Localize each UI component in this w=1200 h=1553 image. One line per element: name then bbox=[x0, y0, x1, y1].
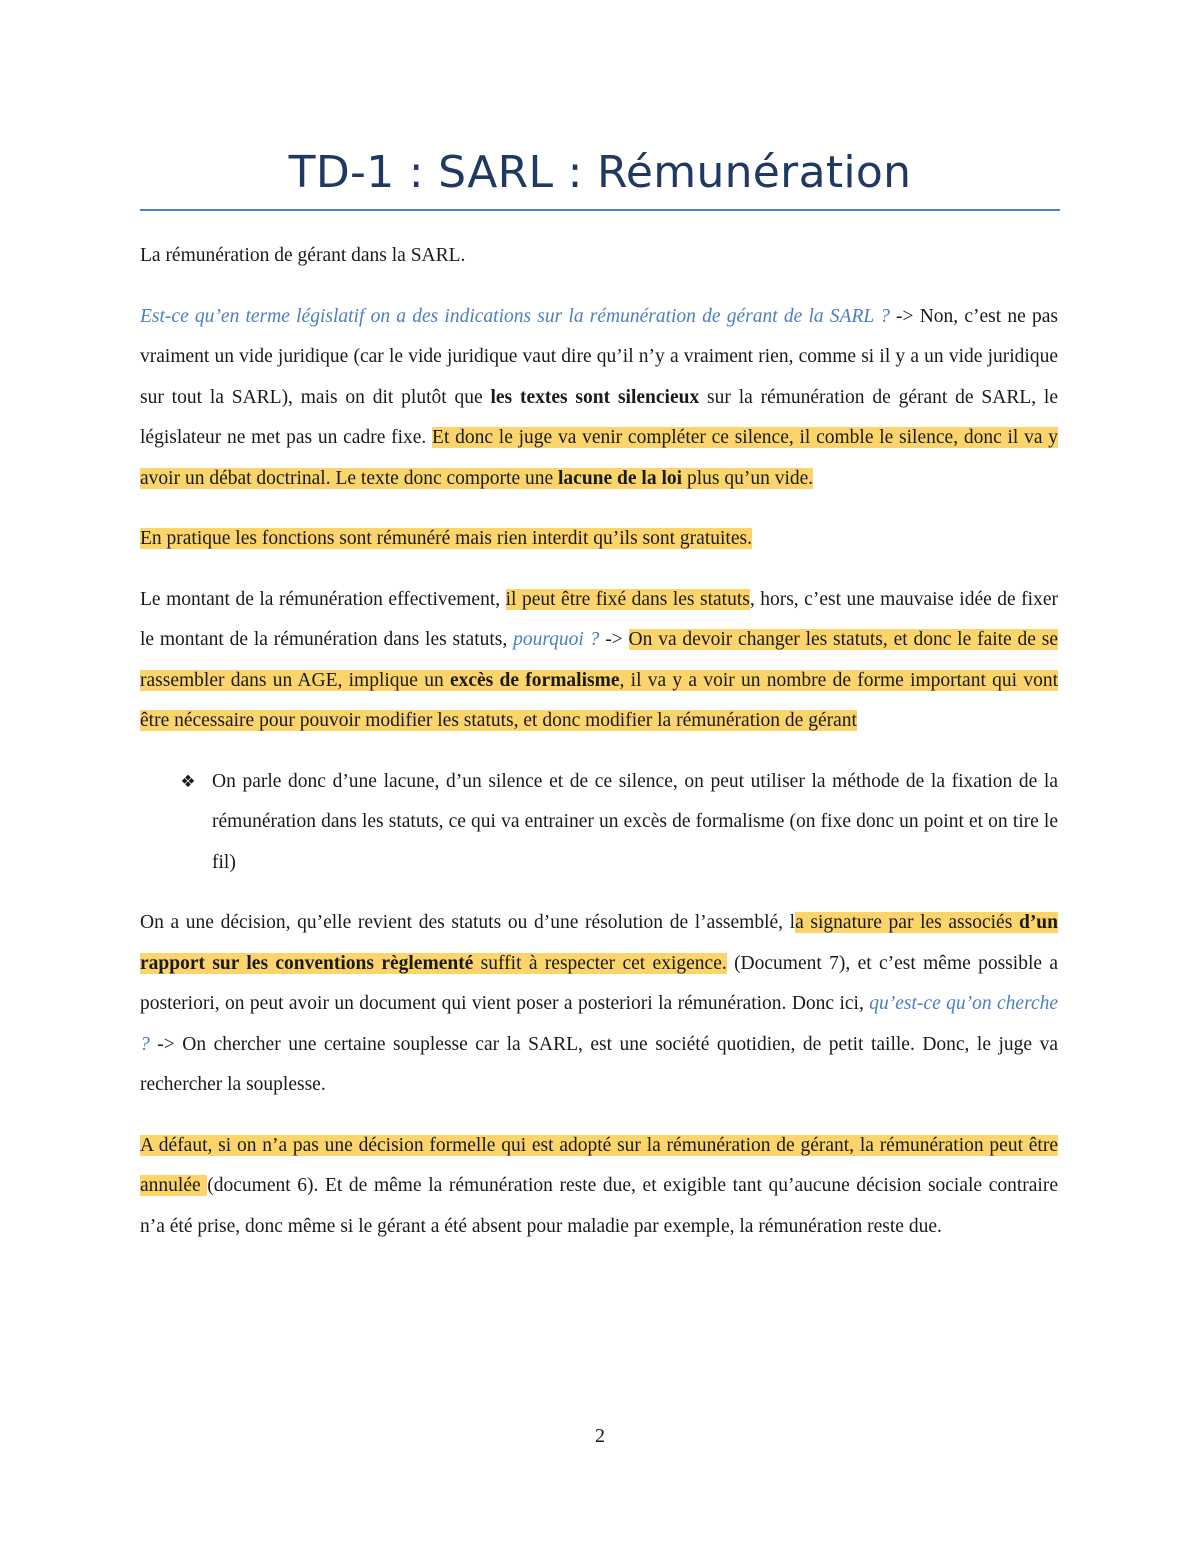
body-text: Le montant de la rémunération effectivement, bbox=[140, 588, 506, 610]
diamond-bullet-icon: ❖ bbox=[180, 771, 196, 792]
highlighted-bold-text: lacune de la loi bbox=[558, 467, 683, 489]
title-underline bbox=[140, 209, 1060, 211]
arrow-text: -> bbox=[889, 305, 920, 327]
body-text: -> On chercher une certaine souplesse car la SARL, est une société quotidien, de petit taille. Donc, le juge va rechercher la souplesse. bbox=[140, 1033, 1058, 1095]
highlighted-text: a signature par les associés bbox=[795, 912, 1019, 933]
body-text: (document 6). Et de même la rémunération reste due, et exigible tant qu’aucune décision sociale contraire n’a été prise, donc même si le gérant a été absent pour maladie par exemple, la rémunération reste due. bbox=[140, 1175, 1058, 1237]
paragraph-intro: La rémunération de gérant dans la SARL. bbox=[140, 245, 466, 266]
body-text: sur la rémunération de gérant de SARL, le législateur ne met pas un cadre fixe. bbox=[140, 386, 1059, 448]
paragraph-amount bbox=[140, 580, 1058, 742]
highlighted-text: plus qu’un vide. bbox=[682, 467, 814, 489]
body-text: (Document 7), et c’est même possible a posteriori, on peut avoir un document qui vient poser a posteriori la rémunération. Donc ici, bbox=[140, 952, 1058, 1014]
paragraph-practice bbox=[140, 519, 1058, 560]
arrow-text: -> bbox=[599, 629, 629, 650]
question-text: qu’est-ce qu’on cherche ? bbox=[140, 993, 1059, 1055]
highlighted-text: A défaut, si on n’a pas une décision formelle qui est adopté sur la rémunération de gérant, la rémunération peut être annulée bbox=[140, 1134, 1058, 1196]
highlighted-text: Et donc le juge va venir compléter ce silence, il comble le silence, donc il va y avoir un débat doctrinal. Le texte donc comporte une bbox=[140, 427, 1058, 489]
highlighted-text: , il va y a voir un nombre de forme important qui vont être nécessaire pour pouvoir modifier les statuts, et donc modifier la rémunération de gérant bbox=[140, 669, 1058, 731]
paragraph-decision bbox=[140, 903, 1058, 1106]
highlighted-text: En pratique les fonctions sont rémunéré mais rien interdit qu’ils sont gratuites. bbox=[140, 528, 752, 549]
highlighted-text: On va devoir changer les statuts, et donc le faite de se rassembler dans un AGE, implique un bbox=[140, 629, 1058, 691]
bullet-text: On parle donc d’une lacune, d’un silence et de ce silence, on peut utiliser la méthode de la fixation de la rémunération dans les statuts, ce qui va entrainer un excès de formalisme (on fixe donc un point et on tire le fil) bbox=[212, 770, 1058, 873]
paragraph-default bbox=[140, 1126, 1058, 1248]
page-title: TD-1 : SARL : Rémunération bbox=[288, 147, 912, 198]
body-text: Non, c’est ne pas vraiment un vide juridique (car le vide juridique vaut dire qu’il n’y a vraiment rien, comme si il y a un vide juridique sur tout la SARL), mais on dit plutôt que bbox=[140, 305, 1058, 408]
bullet-item bbox=[140, 762, 1058, 884]
document-body bbox=[140, 236, 1058, 1267]
page-number: 2 bbox=[595, 1425, 605, 1447]
body-text: , hors, c’est une mauvaise idée de fixer le montant de la rémunération dans les statuts, bbox=[140, 588, 1058, 650]
bold-text: les textes sont silencieux bbox=[490, 386, 700, 408]
question-text: Est-ce qu’en terme législatif on a des indications sur la rémunération de gérant de la SARL ? bbox=[140, 305, 890, 327]
question-text: pourquoi ? bbox=[513, 629, 600, 650]
highlighted-text: suffit à respecter cet exigence. bbox=[473, 952, 727, 974]
highlighted-bold-text: excès de formalisme bbox=[449, 669, 620, 691]
body-text: On a une décision, qu’elle revient des statuts ou d’une résolution de l’assemblé, l bbox=[140, 912, 796, 933]
paragraph-legislation bbox=[140, 297, 1058, 500]
highlighted-text: il peut être fixé dans les statuts bbox=[505, 588, 750, 610]
highlighted-bold-text: d’un rapport sur les conventions règlementé bbox=[140, 912, 1058, 974]
